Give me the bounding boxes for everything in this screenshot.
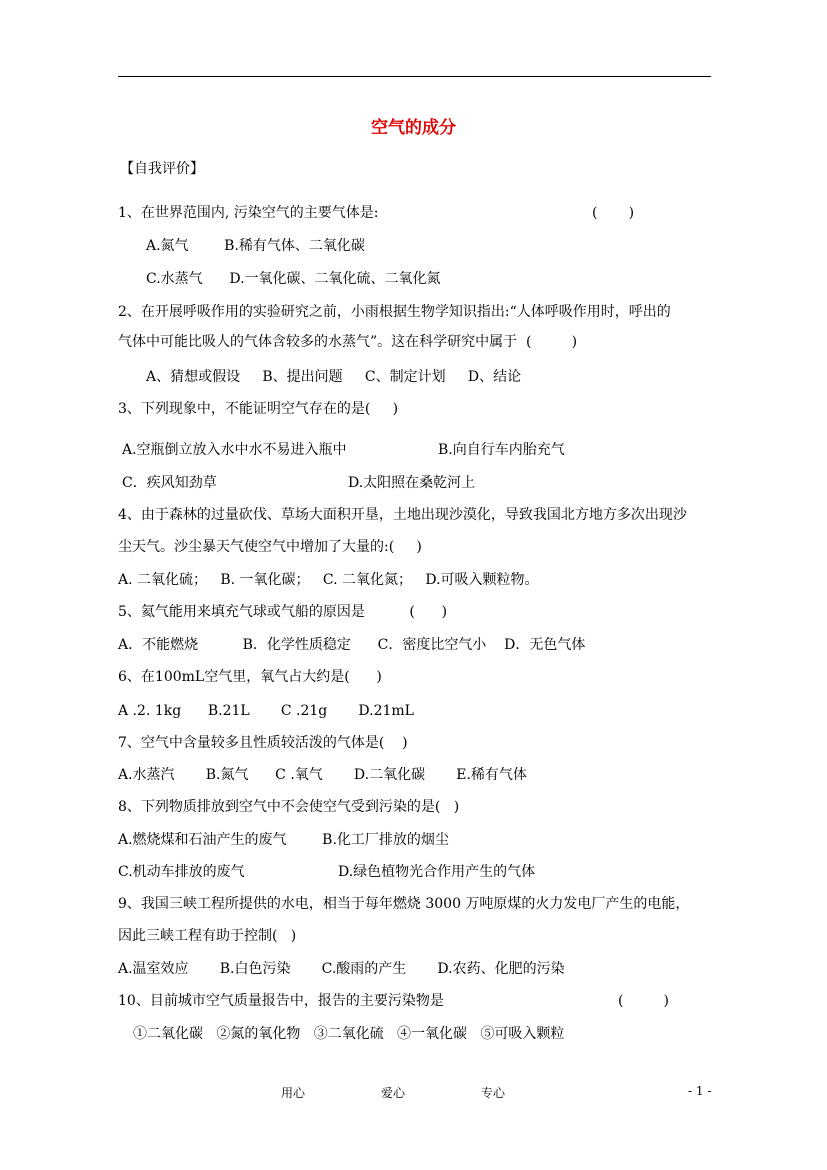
footer-left: 用心 bbox=[281, 1086, 306, 1100]
question-4-line2: 尘天气。沙尘暴天气使空气中增加了大量的:( ) bbox=[118, 539, 422, 555]
footer-right: 专心 bbox=[481, 1086, 506, 1100]
question-1-answer-blank: ( ) bbox=[592, 205, 635, 221]
q3-option-d: D.太阳照在桑乾河上 bbox=[348, 475, 476, 491]
q10-options: ①二氧化碳 ②氮的氧化物 ③二氧化硫 ④一氧化碳 ⑤可吸入颗粒 bbox=[133, 1026, 565, 1042]
question-2-line1: 2、在开展呼吸作用的实验研究之前，小雨根据生物学知识指出:“人体呼吸作用时，呼出的 bbox=[118, 304, 671, 320]
question-9-line1: 9、我国三峡工程所提供的水电，相当于每年燃烧 3000 万吨原煤的火力发电厂产生的电能， bbox=[118, 896, 690, 912]
footer-middle: 爱心 bbox=[381, 1086, 406, 1100]
question-1: 1、在世界范围内, 污染空气的主要气体是: bbox=[118, 205, 379, 221]
q8-option-d: D.绿色植物光合作用产生的气体 bbox=[338, 864, 536, 880]
q3-option-a: A.空瓶倒立放入水中水不易进入瓶中 bbox=[122, 442, 347, 458]
q4-options: A. 二氧化硫； B. 一氧化碳； C. 二氧化氮； D.可吸入颗粒物。 bbox=[118, 572, 539, 588]
q8-option-c: C.机动车排放的废气 bbox=[118, 864, 245, 880]
question-7: 7、空气中含量较多且性质较活泼的气体是( ) bbox=[118, 735, 408, 751]
question-6: 6、在100mL空气里，氧气占大约是( ) bbox=[118, 669, 382, 685]
q9-options: A.温室效应 B.白色污染 C.酸雨的产生 D.农药、化肥的污染 bbox=[118, 961, 565, 977]
q3-option-c: C．疾风知劲草 bbox=[122, 475, 217, 491]
q7-options: A.水蒸汽 B.氮气 C .氧气 D.二氧化碳 E.稀有气体 bbox=[118, 767, 527, 783]
question-2-line2: 气体中可能比吸人的气体含较多的水蒸气”。这在科学研究中属于 ( ) bbox=[118, 334, 578, 350]
q5-options: A．不能燃烧 B．化学性质稳定 C．密度比空气小 D．无色气体 bbox=[118, 637, 586, 653]
header-rule bbox=[118, 76, 711, 77]
question-10: 10、目前城市空气质量报告中，报告的主要污染物是 bbox=[118, 993, 444, 1009]
question-5: 5、氦气能用来填充气球或气船的原因是 ( ) bbox=[118, 604, 448, 620]
page-title: 空气的成分 bbox=[371, 118, 456, 138]
question-9-line2: 因此三峡工程有助于控制( ) bbox=[118, 928, 297, 944]
question-4-line1: 4、由于森林的过量砍伐、草场大面积开垦，土地出现沙漠化，导致我国北方地方多次出现沙 bbox=[118, 507, 687, 523]
question-3: 3、下列现象中，不能证明空气存在的是( ) bbox=[118, 401, 399, 417]
q1-options-c-d: C.水蒸气 D.一氧化碳、二氧化硫、二氧化氮 bbox=[146, 271, 441, 287]
section-heading: 【自我评价】 bbox=[120, 161, 204, 177]
q1-options-a-b: A.氮气 B.稀有气体、二氧化碳 bbox=[146, 238, 365, 254]
q8-options-a-b: A.燃烧煤和石油产生的废气 B.化工厂排放的烟尘 bbox=[118, 832, 449, 848]
q3-option-b: B.向自行车内胎充气 bbox=[438, 442, 565, 458]
q6-options: A .2. 1kg B.21L C .21g D.21mL bbox=[118, 703, 414, 719]
page-number: - 1 - bbox=[688, 1084, 712, 1098]
question-8: 8、下列物质排放到空气中不会使空气受到污染的是( ) bbox=[118, 799, 460, 815]
question-10-answer-blank: ( ) bbox=[618, 993, 669, 1009]
q2-options: A、猜想或假设 B、提出问题 C、制定计划 D、结论 bbox=[146, 369, 522, 385]
